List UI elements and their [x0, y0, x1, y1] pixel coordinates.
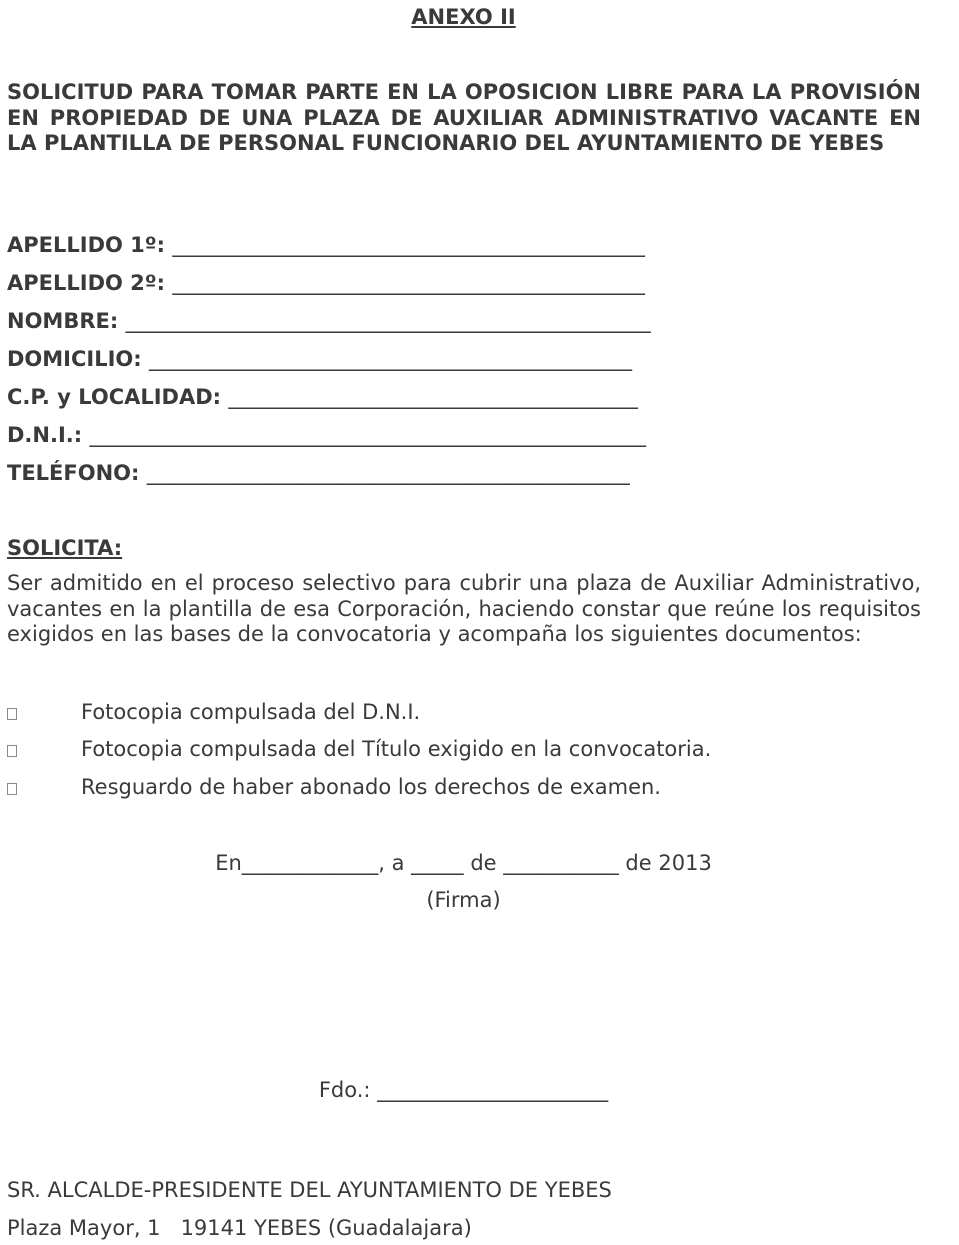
document-item-label: Resguardo de haber abonado los derechos de examen.	[81, 775, 661, 799]
field-blank-line[interactable]: ______________________________________________	[148, 347, 632, 371]
document-item[interactable]	[7, 773, 661, 801]
checkbox-icon[interactable]	[7, 708, 17, 720]
document-item[interactable]	[7, 698, 421, 726]
signature-line[interactable]: Fdo.: ______________________	[318, 1078, 609, 1102]
field-cp-localidad[interactable]	[7, 383, 638, 411]
field-label: C.P. y LOCALIDAD:	[7, 385, 229, 409]
date-line[interactable]: En_____________, a _____ de ___________ de 2013	[215, 851, 712, 875]
checkbox-icon[interactable]	[7, 783, 17, 795]
field-blank-line[interactable]: _____________________________________________	[172, 233, 645, 257]
field-blank-line[interactable]: ______________________________________________	[146, 461, 630, 485]
field-telefono[interactable]	[7, 459, 630, 487]
document-title: ANEXO II	[411, 5, 516, 29]
document-item-label: Fotocopia compulsada del Título exigido en la convocatoria.	[81, 737, 712, 761]
address: Plaza Mayor, 1 19141 YEBES (Guadalajara)	[7, 1216, 472, 1240]
document-item-label: Fotocopia compulsada del D.N.I.	[81, 700, 421, 724]
field-blank-line[interactable]: __________________________________________________	[125, 309, 651, 333]
field-blank-line[interactable]: _______________________________________	[228, 385, 638, 409]
field-label: NOMBRE:	[7, 309, 126, 333]
field-label: APELLIDO 1º:	[7, 233, 173, 257]
field-blank-line[interactable]: _____________________________________________________	[89, 423, 646, 447]
field-label: TELÉFONO:	[7, 461, 147, 485]
field-dni[interactable]	[7, 421, 646, 449]
signature-caption: (Firma)	[426, 888, 501, 912]
field-domicilio[interactable]	[7, 345, 632, 373]
addressee: SR. ALCALDE-PRESIDENTE DEL AYUNTAMIENTO DE YEBES	[7, 1178, 612, 1202]
field-label: D.N.I.:	[7, 423, 90, 447]
checkbox-icon[interactable]	[7, 745, 17, 757]
field-label: DOMICILIO:	[7, 347, 149, 371]
document-item[interactable]	[7, 735, 712, 763]
field-apellido-1[interactable]	[7, 231, 645, 259]
request-heading: SOLICITUD PARA TOMAR PARTE EN LA OPOSICION LIBRE PARA LA PROVISIÓN EN PROPIEDAD DE UNA PLAZA DE AUXILIAR ADMINISTRATIVO VACANTE EN LA PLANTILLA DE PERSONAL FUNCIONARIO DEL AYUNTAMIENTO DE YEBES	[7, 80, 921, 155]
field-blank-line[interactable]: _____________________________________________	[172, 271, 645, 295]
field-apellido-2[interactable]	[7, 269, 645, 297]
solicita-heading: SOLICITA:	[7, 536, 123, 560]
field-nombre[interactable]	[7, 307, 651, 335]
field-label: APELLIDO 2º:	[7, 271, 173, 295]
request-body: Ser admitido en el proceso selectivo para cubrir una plaza de Auxiliar Administrativo, vacantes en la plantilla de esa Corporación, haciendo constar que reúne los requisitos exigidos en las bases de la convocatoria y acompaña los siguientes documentos:	[7, 571, 921, 646]
